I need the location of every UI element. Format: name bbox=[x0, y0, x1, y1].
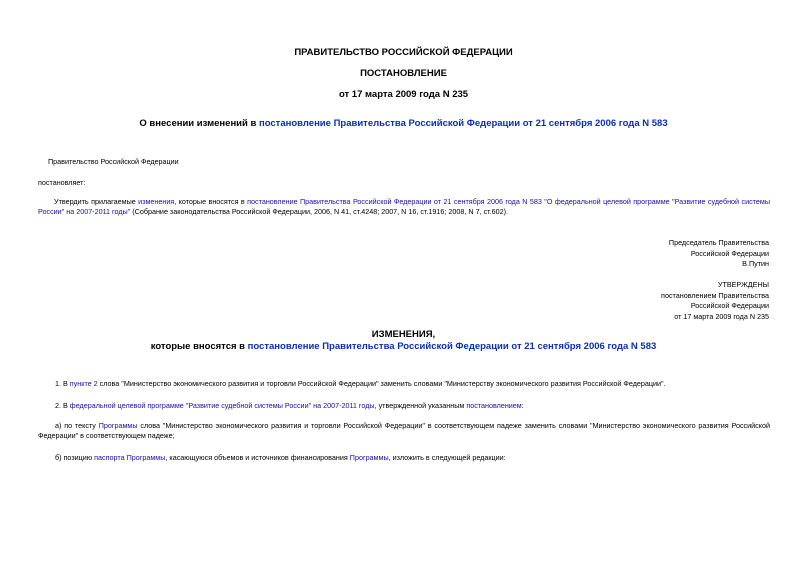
item2b-text-3: , изложить в следующей редакции: bbox=[388, 453, 506, 462]
p3-text-1: Утвердить прилагаемые bbox=[54, 197, 139, 206]
document-type-heading: ПОСТАНОВЛЕНИЕ bbox=[360, 68, 447, 79]
signature-line-2: Российской Федерации bbox=[690, 248, 769, 258]
resolution-583-link[interactable]: постановление Правительства Российской Федерации от 21 сентября 2006 года N 583 "О федеральной целевой программе "Развитие судебной системы России" на 2007-2011 годы" bbox=[38, 197, 770, 216]
signature-block bbox=[509, 238, 769, 270]
p3-text-2: , которые вносятся в bbox=[174, 197, 248, 206]
item2-text-2: , утвержденной указанным bbox=[374, 401, 467, 410]
item2-text-3: : bbox=[521, 401, 524, 410]
changes-subtitle-link[interactable]: постановление Правительства Российской Федерации от 21 сентября 2006 года N 583 bbox=[247, 341, 657, 352]
changes-subtitle-prefix: которые вносятся в bbox=[150, 341, 248, 352]
changes-subtitle bbox=[0, 341, 807, 352]
approved-line-4: от 17 марта 2009 года N 235 bbox=[674, 311, 769, 321]
p3-text-3: (Собрание законодательства Российской Федерации, 2006, N 41, ст.4248; 2007, N 16, ст.1916; 2008, N 7, ст.602). bbox=[130, 207, 509, 216]
body-paragraph-2: постановляет: bbox=[38, 178, 86, 187]
approved-line-3: Российской Федерации bbox=[690, 301, 769, 310]
item1-point-2-link[interactable]: пункте 2 bbox=[69, 379, 98, 388]
document-date-number: от 17 марта 2009 года N 235 bbox=[338, 89, 469, 100]
title-link[interactable]: постановление Правительства Российской Федерации от 21 сентября 2006 года N 583 bbox=[258, 118, 668, 129]
item2a-text-1: а) по тексту bbox=[55, 421, 99, 430]
item2a-program-link[interactable]: Программы bbox=[98, 421, 138, 430]
item2b-program-link[interactable]: Программы bbox=[349, 453, 389, 462]
item2-program-link[interactable]: федеральной целевой программе "Развитие судебной системы России" на 2007-2011 годы bbox=[69, 401, 375, 410]
change-item-2 bbox=[55, 401, 524, 411]
government-heading: ПРАВИТЕЛЬСТВО РОССИЙСКОЙ ФЕДЕРАЦИИ bbox=[294, 47, 513, 58]
item2b-text-1: б) позицию bbox=[55, 453, 95, 462]
change-item-2b bbox=[55, 453, 506, 463]
item1-text-2: слова "Министерство экономического развития и торговли Российской Федерации" заменить словами "Министерству экономического развития Российской Федерации". bbox=[97, 379, 666, 388]
approved-line-2: постановлением Правительства bbox=[661, 290, 769, 300]
approved-line-1: УТВЕРЖДЕНЫ bbox=[717, 280, 769, 289]
item2-resolution-link[interactable]: постановлением bbox=[466, 401, 522, 410]
changes-link[interactable]: изменения bbox=[138, 197, 175, 206]
title-prefix: О внесении изменений в bbox=[139, 118, 259, 129]
body-paragraph-1: Правительство Российской Федерации bbox=[48, 157, 179, 166]
item2b-passport-link[interactable]: паспорта Программы bbox=[94, 453, 166, 462]
item2b-text-2: , касающуюся объемов и источников финансирования bbox=[165, 453, 350, 462]
document-title bbox=[0, 118, 807, 129]
change-item-2a bbox=[38, 421, 770, 441]
signature-line-1: Председатель Правительства bbox=[668, 238, 769, 247]
body-paragraph-3 bbox=[38, 197, 770, 217]
signature-line-3: В.Путин bbox=[742, 259, 769, 268]
item1-text-1: 1. В bbox=[55, 379, 70, 388]
changes-title: ИЗМЕНЕНИЯ, bbox=[371, 329, 436, 340]
change-item-1 bbox=[55, 379, 666, 389]
item2a-text-2: слова "Министерство экономического развития и торговли Российской Федерации" в соответствующем падеже заменить словами "Министерство экономического развития Российской Федерации" в соответствующем падеже; bbox=[38, 421, 771, 440]
item2-text-1: 2. В bbox=[55, 401, 70, 410]
approved-block bbox=[509, 280, 769, 322]
